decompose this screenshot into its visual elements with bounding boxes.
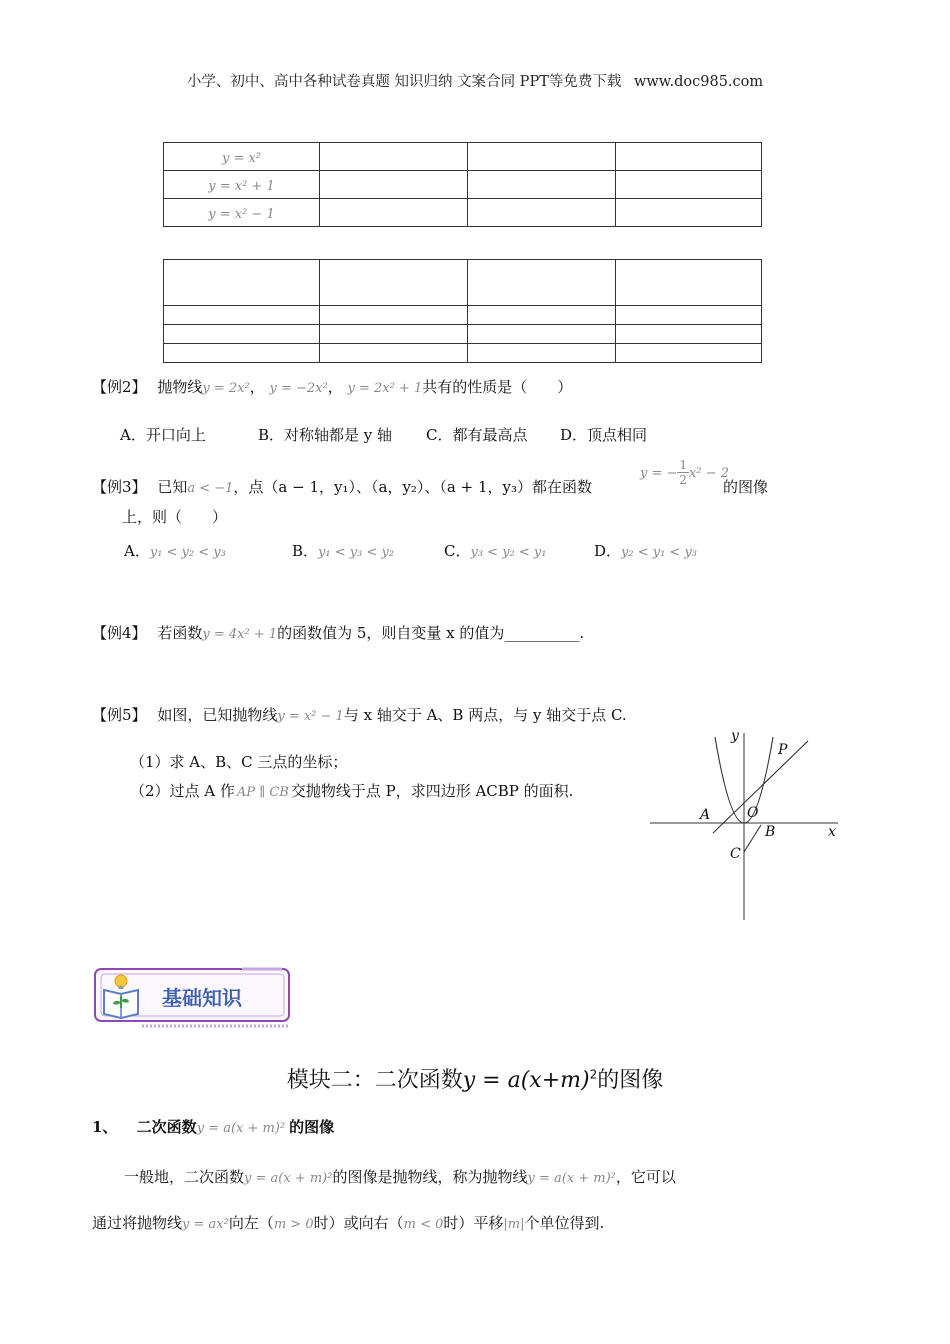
math-formula: y = −2x² xyxy=(269,381,328,396)
para-text: 个单位得到. xyxy=(524,1214,605,1232)
parabola-figure xyxy=(648,725,848,925)
label-o: O xyxy=(747,805,759,821)
table-cell xyxy=(320,344,468,363)
math-condition: a < −1 xyxy=(187,481,234,496)
example-text: 抛物线 xyxy=(157,378,203,396)
example-tag: 【例3】 xyxy=(92,478,147,496)
table-cell xyxy=(616,171,762,199)
table-cell xyxy=(320,143,468,171)
table-cell xyxy=(320,325,468,344)
example-2 xyxy=(92,376,572,397)
math-formula: y = ax² xyxy=(182,1217,229,1232)
label-a: A xyxy=(700,807,711,823)
table-row xyxy=(164,325,762,344)
label-p: P xyxy=(778,742,788,758)
math-formula: AP ∥ CB xyxy=(236,785,289,800)
question-1: （1）求 A、B、C 三点的坐标； xyxy=(130,753,348,771)
table-row xyxy=(164,344,762,363)
option-a: A．开口向上 xyxy=(120,426,206,444)
table-cell-fn xyxy=(164,171,320,199)
table-row xyxy=(164,171,762,199)
example-text: 上，则（ ） xyxy=(122,508,228,526)
table-cell xyxy=(468,306,616,325)
header-url: www.doc985.com xyxy=(633,74,764,90)
math-formula: y = a(x + m)² xyxy=(527,1171,616,1186)
module-2-title xyxy=(0,1063,950,1094)
math-formula: y = x² − 1 xyxy=(277,709,344,724)
separator: ， xyxy=(249,378,265,396)
table-cell xyxy=(468,171,616,199)
option-c: C．都有最高点 xyxy=(426,426,528,444)
label-x: x xyxy=(828,824,836,840)
math-formula: y = 2x² xyxy=(202,381,250,396)
math-formula: y = a(x + m)² xyxy=(244,1171,333,1186)
example-text: ，点（a − 1，y₁）、（a，y₂）、（a + 1，y₃）都在函数 xyxy=(233,478,593,496)
math-formula: y = x² + 1 xyxy=(208,179,275,194)
table-cell xyxy=(616,344,762,363)
section-text: 的图像 xyxy=(289,1118,335,1136)
math-condition: m > 0 xyxy=(273,1217,314,1232)
table-cell xyxy=(616,260,762,306)
table-cell xyxy=(616,325,762,344)
table-cell xyxy=(320,171,468,199)
table-cell xyxy=(164,325,320,344)
table-row xyxy=(164,260,762,306)
option-label: B． xyxy=(292,542,319,560)
header-site-text: 小学、初中、高中各种试卷真题 知识归纳 文案合同 PPT等免费下载 xyxy=(186,74,622,90)
section-number: 1、 xyxy=(92,1118,118,1136)
label-c: C xyxy=(730,846,741,862)
table-cell xyxy=(468,199,616,227)
example-5 xyxy=(92,704,627,725)
table-cell-fn xyxy=(164,199,320,227)
example-text: 的图像 xyxy=(723,478,769,496)
option-b: B．对称轴都是 y 轴 xyxy=(258,426,393,444)
line-ap xyxy=(713,741,808,833)
table-cell xyxy=(164,306,320,325)
option-label: A． xyxy=(124,542,150,560)
fraction xyxy=(677,458,689,487)
math-function-fraction xyxy=(640,458,729,487)
paragraph-line-2 xyxy=(92,1212,604,1233)
segment-cb xyxy=(744,825,761,852)
example-3 xyxy=(92,476,592,497)
title-text: 的图像 xyxy=(597,1068,664,1093)
example-4 xyxy=(92,622,584,643)
example-tag: 【例5】 xyxy=(92,706,147,724)
option-b xyxy=(292,540,394,561)
example-text: 已知 xyxy=(157,478,188,496)
para-text: 时）或向右（ xyxy=(313,1214,404,1232)
option-d: D．顶点相同 xyxy=(560,426,648,444)
title-exponent: 2 xyxy=(589,1067,598,1082)
option-label: D． xyxy=(594,542,622,560)
example-tag: 【例4】 xyxy=(92,624,147,642)
table-row xyxy=(164,306,762,325)
example-text: 的函数值为 5，则自变量 x 的值为__________. xyxy=(277,624,585,642)
table-cell xyxy=(320,260,468,306)
math-formula: y₂ < y₁ < y₃ xyxy=(621,545,698,560)
table-cell xyxy=(616,306,762,325)
option-a xyxy=(124,540,226,561)
option-c xyxy=(444,540,546,561)
table-row xyxy=(164,199,762,227)
math-formula: y₁ < y₂ < y₃ xyxy=(149,545,226,560)
label-b: B xyxy=(765,824,776,840)
table-row xyxy=(164,143,762,171)
question-2 xyxy=(130,780,573,801)
math-formula: y = x² − 1 xyxy=(208,207,275,222)
math-formula: y = − xyxy=(640,466,678,481)
para-text: 向左（ xyxy=(228,1214,274,1232)
math-formula: y₁ < y₃ < y₂ xyxy=(318,545,395,560)
table-cell-fn xyxy=(164,143,320,171)
table-cell xyxy=(164,260,320,306)
example-text: 若函数 xyxy=(157,624,203,642)
table-cell xyxy=(320,199,468,227)
math-abs: |m| xyxy=(503,1217,525,1232)
para-text: 通过将抛物线 xyxy=(92,1214,183,1232)
table-parabolas xyxy=(163,142,762,227)
basic-knowledge-badge xyxy=(92,966,294,1030)
para-text: 一般地，二次函数 xyxy=(124,1168,245,1186)
table-cell xyxy=(468,344,616,363)
example-text: 如图，已知抛物线 xyxy=(157,706,278,724)
label-y: y xyxy=(731,728,739,744)
example-text: 与 x 轴交于 A、B 两点，与 y 轴交于点 C. xyxy=(343,706,627,724)
title-text: 模块二：二次函数 xyxy=(286,1068,463,1093)
table-cell xyxy=(468,325,616,344)
para-text: ，它可以 xyxy=(615,1168,676,1186)
math-condition: m < 0 xyxy=(403,1217,444,1232)
example-text: 共有的性质是（ ） xyxy=(422,378,573,396)
math-formula: y₃ < y₂ < y₁ xyxy=(470,545,547,560)
table-empty xyxy=(163,259,762,363)
table-cell xyxy=(616,143,762,171)
para-text: 时）平移 xyxy=(443,1214,504,1232)
paragraph-line-1 xyxy=(124,1166,676,1187)
option-d xyxy=(594,540,697,561)
option-label: C． xyxy=(444,542,471,560)
math-formula: y = 2x² + 1 xyxy=(347,381,423,396)
example-tag: 【例2】 xyxy=(92,378,147,396)
section-1-heading xyxy=(92,1116,334,1137)
table-cell xyxy=(468,143,616,171)
badge-text: 基础知识 xyxy=(162,986,242,1010)
page-header xyxy=(0,70,950,91)
fraction-numerator: 1 xyxy=(679,458,688,472)
table-cell xyxy=(468,260,616,306)
para-text: 的图像是抛物线，称为抛物线 xyxy=(332,1168,528,1186)
math-formula: x² − 2 xyxy=(689,466,730,481)
math-formula: y = a(x + m)² xyxy=(196,1121,286,1136)
table-cell xyxy=(616,199,762,227)
math-formula: y = 4x² + 1 xyxy=(202,627,278,642)
separator: ， xyxy=(327,378,343,396)
example-text: 交抛物线于点 P，求四边形 ACBP 的面积. xyxy=(290,782,574,800)
math-formula: y = x² xyxy=(221,151,262,166)
title-formula: y = a(x+m) xyxy=(462,1068,590,1093)
fraction-denominator: 2 xyxy=(679,473,688,487)
table-cell xyxy=(164,344,320,363)
example-text: （2）过点 A 作 xyxy=(130,782,235,800)
section-text: 二次函数 xyxy=(136,1118,197,1136)
table-cell xyxy=(320,306,468,325)
